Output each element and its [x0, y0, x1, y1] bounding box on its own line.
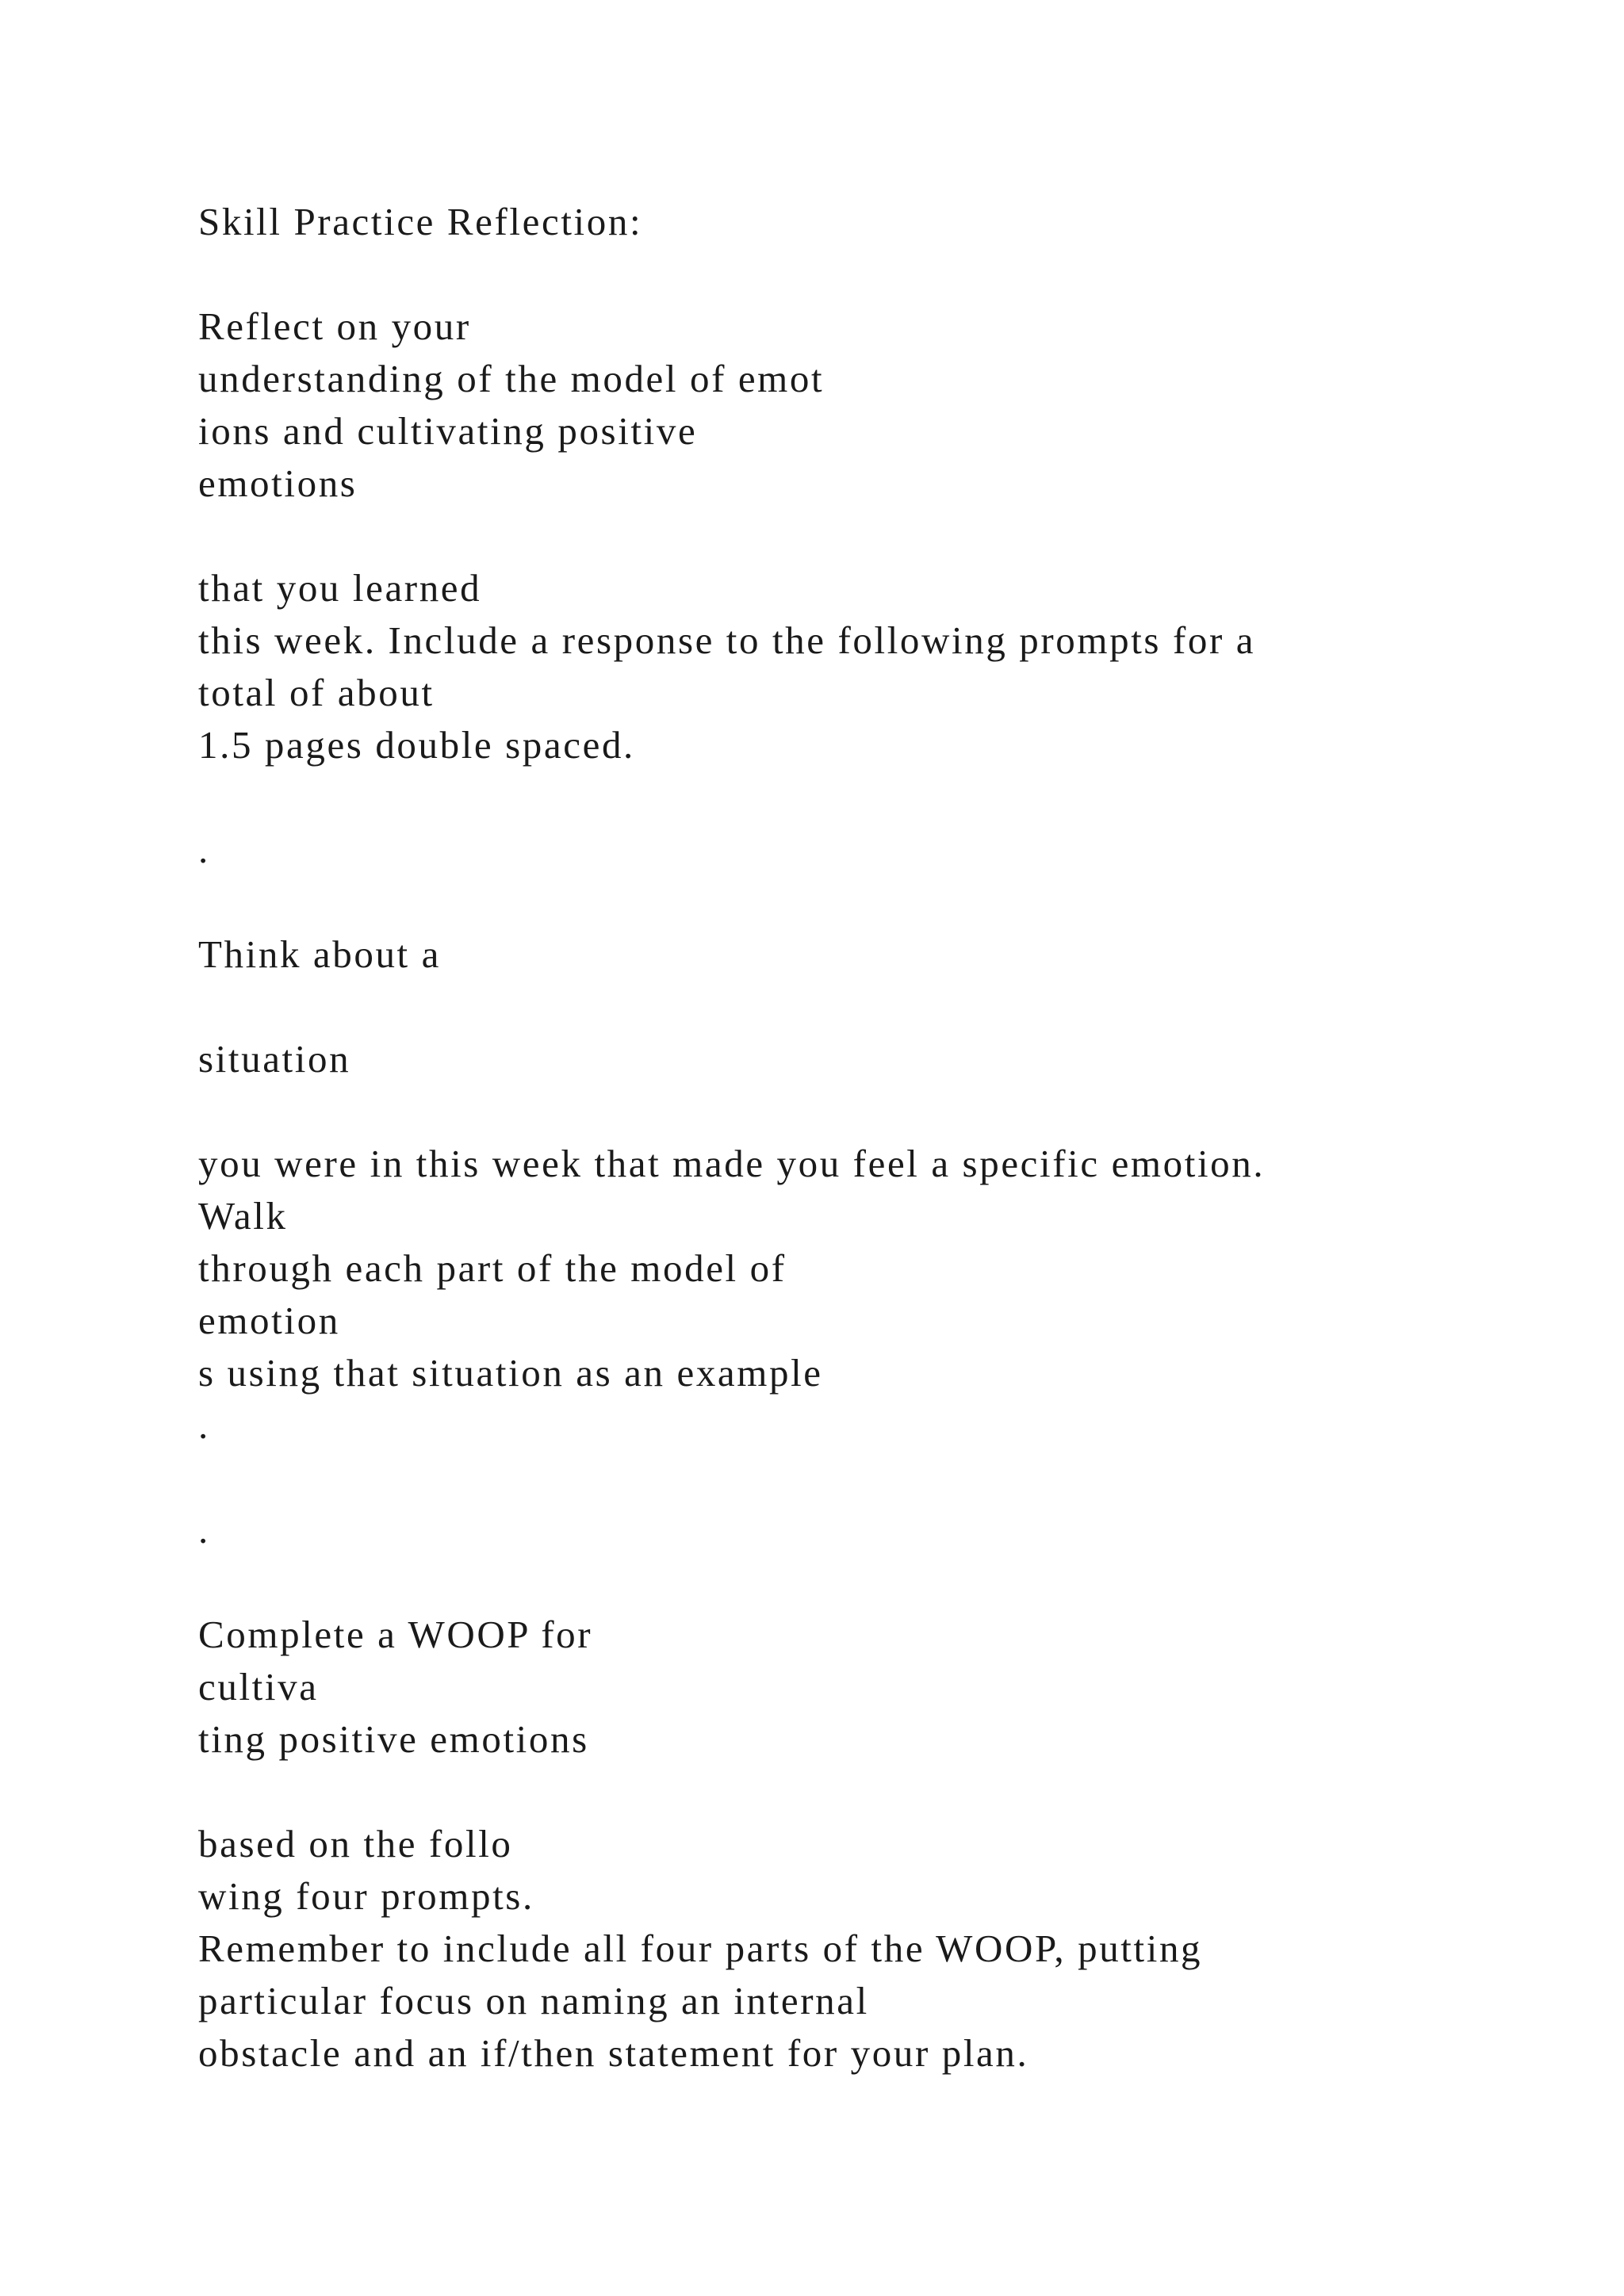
text-line: understanding of the model of emot — [198, 357, 825, 400]
text-line: particular focus on naming an internal — [198, 1979, 869, 2022]
text-line: Walk — [198, 1194, 288, 1238]
text-line: . — [198, 1508, 210, 1552]
text-line: . — [198, 1403, 210, 1447]
text-line: Think about a — [198, 932, 441, 976]
text-line: wing four prompts. — [198, 1874, 534, 1918]
text-line: . — [198, 828, 210, 871]
text-line: s using that situation as an example — [198, 1351, 823, 1395]
heading-skill-practice-reflection: Skill Practice Reflection: — [198, 200, 643, 243]
text-line: obstacle and an if/then statement for your plan. — [198, 2031, 1029, 2075]
text-line: emotion — [198, 1299, 340, 1342]
text-line: 1.5 pages double spaced. — [198, 723, 635, 767]
text-line: Complete a WOOP for — [198, 1613, 593, 1656]
text-line: Reflect on your — [198, 304, 471, 348]
text-line: ting positive emotions — [198, 1717, 589, 1761]
text-line: this week. Include a response to the following prompts for a — [198, 618, 1256, 662]
text-line: you were in this week that made you feel a specific emotion. — [198, 1142, 1266, 1185]
text-line: cultiva — [198, 1665, 319, 1709]
text-line: ions and cultivating positive — [198, 409, 698, 453]
text-line: situation — [198, 1037, 351, 1081]
text-line: Remember to include all four parts of the WOOP, putting — [198, 1927, 1203, 1970]
text-line: emotions — [198, 461, 358, 505]
text-line: total of about — [198, 671, 435, 714]
text-line: through each part of the model of — [198, 1246, 787, 1290]
text-line: based on the follo — [198, 1822, 513, 1866]
text-line: that you learned — [198, 566, 482, 610]
